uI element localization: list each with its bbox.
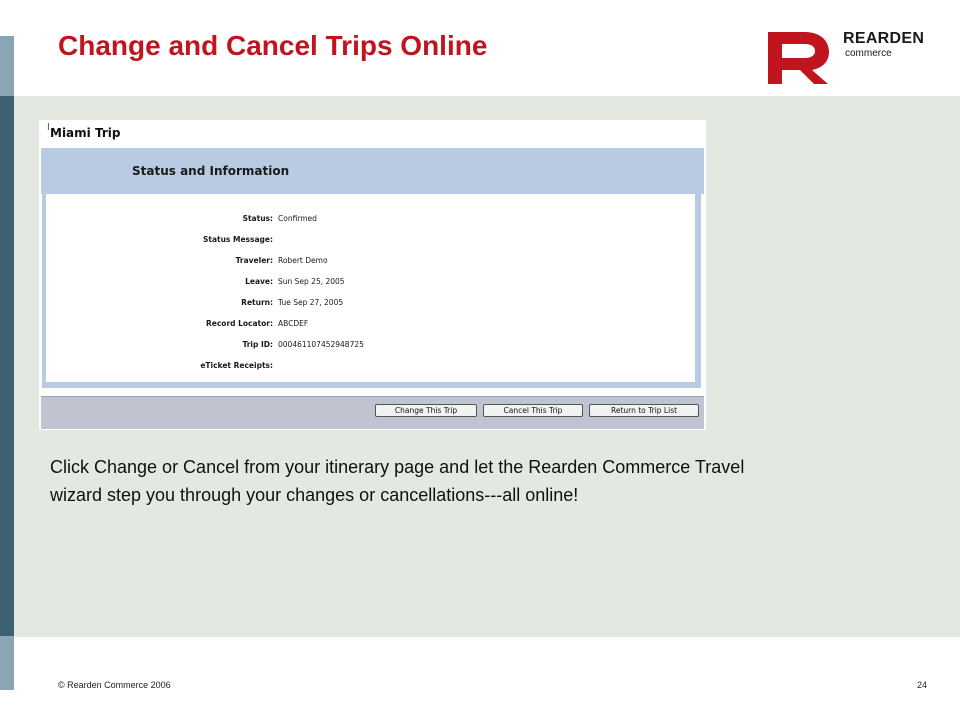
logo-name: REARDEN xyxy=(843,30,925,47)
field-label: Status: xyxy=(242,214,273,223)
field-value: Sun Sep 25, 2005 xyxy=(278,277,345,286)
field-value: Robert Demo xyxy=(278,256,328,265)
field-row-eticket-receipts xyxy=(46,361,695,375)
field-row-traveler xyxy=(46,256,695,270)
field-value: Tue Sep 27, 2005 xyxy=(278,298,344,307)
return-to-trip-list-button[interactable]: Return to Trip List xyxy=(589,404,699,417)
field-value: 000461107452948725 xyxy=(278,340,364,349)
field-label: Record Locator: xyxy=(205,319,273,328)
field-row-leave xyxy=(46,277,695,291)
field-row-status-message xyxy=(46,235,695,249)
trip-title: Miami Trip xyxy=(50,126,121,140)
field-label: Status Message: xyxy=(202,235,273,244)
change-trip-button[interactable]: Change This Trip xyxy=(375,404,477,417)
field-label: Return: xyxy=(241,298,273,307)
field-row-trip-id xyxy=(46,340,695,354)
slide-caption: Click Change or Cancel from your itinerary page and let the Rearden Commerce Travel wizard step you through your changes or cancellations---all online! xyxy=(50,457,745,505)
status-section-header xyxy=(41,148,704,194)
status-section-title: Status and Information xyxy=(132,164,290,178)
text-cursor-icon: I xyxy=(47,122,50,133)
rearden-r-logo-icon xyxy=(766,28,830,86)
status-info-box xyxy=(42,194,701,388)
logo-subtitle: commerce xyxy=(845,48,892,59)
field-row-status xyxy=(46,214,695,228)
field-row-return xyxy=(46,298,695,312)
rearden-logo xyxy=(766,28,946,86)
action-button-bar xyxy=(41,396,704,429)
slide-title: Change and Cancel Trips Online xyxy=(58,30,488,61)
field-value: ABCDEF xyxy=(278,319,309,328)
field-label: Traveler: xyxy=(235,256,273,265)
left-accent-bar-dark xyxy=(0,96,14,636)
copyright-footer: © Rearden Commerce 2006 xyxy=(58,680,171,690)
field-label: eTicket Receipts: xyxy=(200,361,273,370)
itinerary-screenshot xyxy=(39,120,706,430)
cancel-trip-button[interactable]: Cancel This Trip xyxy=(483,404,583,417)
field-label: Leave: xyxy=(245,277,273,286)
page-number: 24 xyxy=(917,680,928,690)
field-label: Trip ID: xyxy=(242,340,273,349)
field-value: Confirmed xyxy=(278,214,317,223)
field-row-record-locator xyxy=(46,319,695,333)
